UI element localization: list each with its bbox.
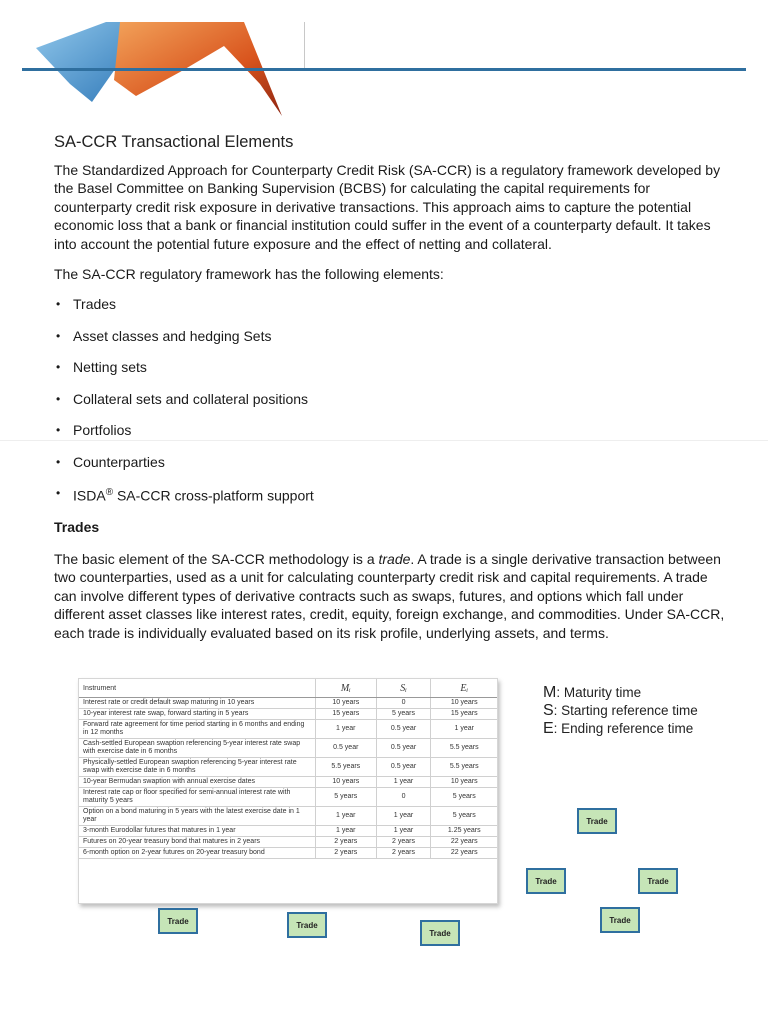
table-row xyxy=(79,777,497,788)
instrument-cell: Futures on 20-year treasury bond that matures in 2 years xyxy=(79,837,316,848)
value-cell: 1 year xyxy=(376,777,431,788)
instrument-cell: 10-year interest rate swap, forward starting in 5 years xyxy=(79,709,316,720)
value-cell: 0.5 year xyxy=(316,739,377,758)
value-cell: 1.25 years xyxy=(431,826,497,837)
header-rule xyxy=(22,68,746,71)
value-cell: 5.5 years xyxy=(431,758,497,777)
legend-item: S: Starting reference time xyxy=(543,702,698,719)
trade-box: Trade xyxy=(577,808,617,834)
bullet: • xyxy=(56,360,61,375)
list-item: • Asset classes and hedging Sets xyxy=(56,327,272,344)
table-row xyxy=(79,826,497,837)
list-item: • Netting sets xyxy=(56,359,147,376)
instrument-table-figure xyxy=(78,678,498,904)
value-cell: 2 years xyxy=(376,837,431,848)
bullet: • xyxy=(56,454,61,469)
table-row xyxy=(79,837,497,848)
time-legend xyxy=(543,684,698,738)
value-cell: 0 xyxy=(376,698,431,709)
article xyxy=(54,133,730,654)
legend-item: M: Maturity time xyxy=(543,684,642,701)
elements-lead: The SA-CCR regulatory framework has the following elements: xyxy=(54,266,444,283)
trades-heading: Trades xyxy=(54,518,100,535)
value-cell: 10 years xyxy=(431,777,497,788)
table-row xyxy=(79,758,497,777)
value-cell: 1 year xyxy=(316,807,377,826)
list-item: • Portfolios xyxy=(56,422,132,439)
table-row xyxy=(79,807,497,826)
table-row xyxy=(79,720,497,739)
table-row xyxy=(79,739,497,758)
value-cell: 15 years xyxy=(316,709,377,720)
value-cell: 1 year xyxy=(376,807,431,826)
table-row xyxy=(79,788,497,807)
instrument-cell: Option on a bond maturing in 5 years with the latest exercise date in 1 year xyxy=(79,807,316,826)
bullet: • xyxy=(56,297,61,312)
instrument-cell: Physically-settled European swaption referencing 5-year interest rate swap with exercise date in 6 months xyxy=(79,758,316,777)
bullet: • xyxy=(56,391,61,406)
list-item: • Trades xyxy=(56,296,117,313)
list-item: • Counterparties xyxy=(56,453,165,470)
instrument-cell: Forward rate agreement for time period starting in 6 months and ending in 12 months xyxy=(79,720,316,739)
value-cell: 1 year xyxy=(376,826,431,837)
table-header-row: Instrument Mᵢ Sᵢ Eᵢ xyxy=(79,679,497,698)
instrument-cell: Interest rate cap or floor specified for semi-annual interest rate with maturity 5 years xyxy=(79,788,316,807)
page-title: SA-CCR Transactional Elements xyxy=(54,133,294,151)
value-cell: 5.5 years xyxy=(431,739,497,758)
value-cell: 1 year xyxy=(316,720,377,739)
bullet: • xyxy=(56,328,61,343)
instrument-cell: Interest rate or credit default swap maturing in 10 years xyxy=(79,698,316,709)
elements-list xyxy=(54,295,730,516)
instrument-cell: 3-month Eurodollar futures that matures in 1 year xyxy=(79,826,316,837)
value-cell: 1 year xyxy=(431,720,497,739)
trade-box: Trade xyxy=(287,912,327,938)
trade-box: Trade xyxy=(638,868,678,894)
value-cell: 22 years xyxy=(431,848,497,859)
value-cell: 1 year xyxy=(316,826,377,837)
trade-box: Trade xyxy=(158,908,198,934)
value-cell: 5 years xyxy=(431,788,497,807)
trade-box: Trade xyxy=(526,868,566,894)
value-cell: 5.5 years xyxy=(316,758,377,777)
list-item: • Collateral sets and collateral positions xyxy=(56,390,309,407)
instrument-cell: 10-year Bermudan swaption with annual exercise dates xyxy=(79,777,316,788)
list-item: • ISDA® SA-CCR cross-platform support xyxy=(56,486,314,505)
bullet: • xyxy=(56,423,61,438)
table-row xyxy=(79,848,497,859)
bullet: • xyxy=(56,486,61,501)
matlab-logo xyxy=(28,22,288,122)
value-cell: 10 years xyxy=(316,777,377,788)
trades-paragraph: The basic element of the SA-CCR methodology is a trade. A trade is a single derivative transaction between two counterparties, used as a unit for calculating counterparty credit risk and capital requirements. A trade can involve different types of derivative contracts such as swaps, futures, and options which fall under different asset classes like interest rates, credit, equity, foreign exchange, and commodities. Under SA-CCR, each trade is individually evaluated based on its risk profile, underlying assets, and terms. xyxy=(54,550,725,641)
value-cell: 22 years xyxy=(431,837,497,848)
value-cell: 5 years xyxy=(431,807,497,826)
value-cell: 10 years xyxy=(431,698,497,709)
value-cell: 0.5 year xyxy=(376,739,431,758)
trade-box: Trade xyxy=(420,920,460,946)
intro-paragraph: The Standardized Approach for Counterparty Credit Risk (SA-CCR) is a regulatory framework developed by the Basel Committee on Banking Supervision (BCBS) for calculating the capital requirements for counterparty credit risk exposure in derivative transactions. This approach aims to capture the potential economic loss that a bank or financial institution could suffer in the event of a counterparty default. It takes into account the potential future exposure and the effect of netting and collateral. xyxy=(54,162,721,252)
value-cell: 10 years xyxy=(316,698,377,709)
header-divider xyxy=(304,22,305,70)
value-cell: 5 years xyxy=(316,788,377,807)
value-cell: 15 years xyxy=(431,709,497,720)
value-cell: 5 years xyxy=(376,709,431,720)
instrument-cell: Cash-settled European swaption referencing 5-year interest rate swap with exercise date in 6 months xyxy=(79,739,316,758)
table-row xyxy=(79,698,497,709)
value-cell: 0.5 year xyxy=(376,758,431,777)
trade-box: Trade xyxy=(600,907,640,933)
value-cell: 2 years xyxy=(376,848,431,859)
table-row xyxy=(79,709,497,720)
instrument-table xyxy=(79,679,497,859)
instrument-cell: 6-month option on 2-year futures on 20-year treasury bond xyxy=(79,848,316,859)
value-cell: 0.5 year xyxy=(376,720,431,739)
value-cell: 2 years xyxy=(316,837,377,848)
value-cell: 0 xyxy=(376,788,431,807)
legend-item: E: Ending reference time xyxy=(543,720,694,737)
value-cell: 2 years xyxy=(316,848,377,859)
